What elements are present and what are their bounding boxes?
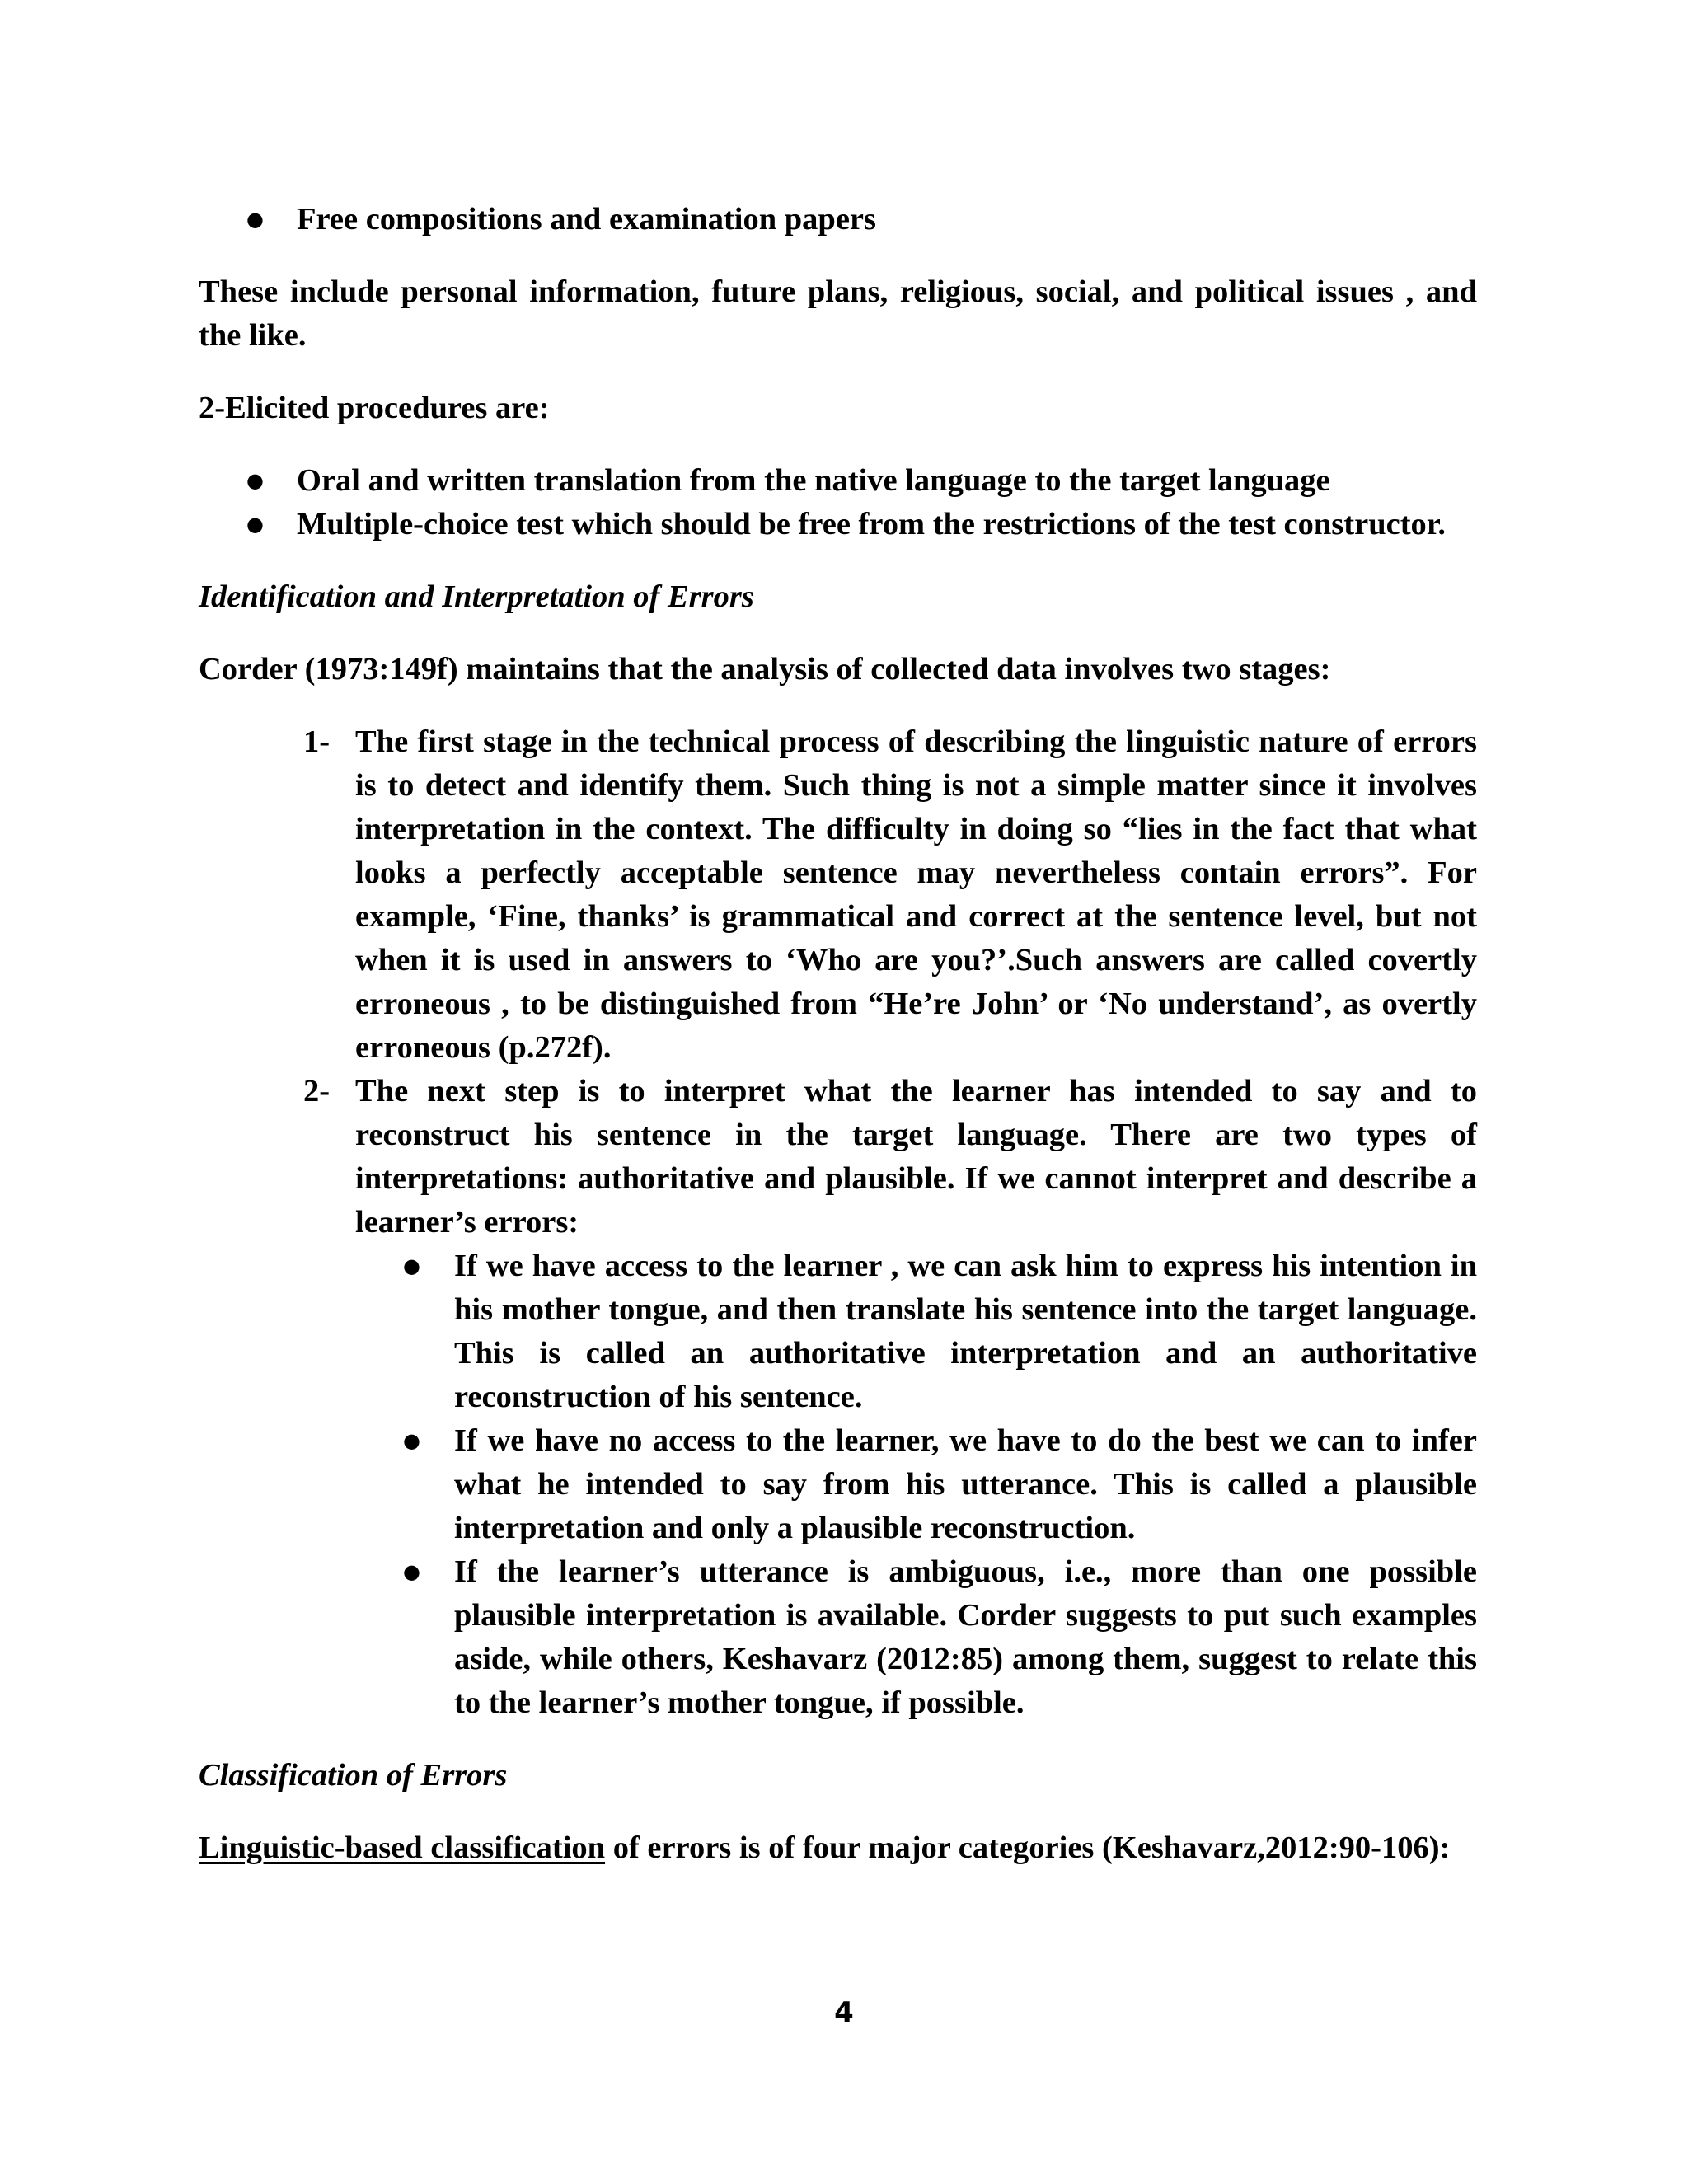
bullet-icon: ● (246, 469, 264, 492)
list-item (355, 1244, 1477, 1419)
list-item (355, 1550, 1477, 1725)
list-item (199, 503, 1477, 546)
list-item (355, 1419, 1477, 1550)
linguistic-classification-paragraph (199, 1826, 1477, 1870)
corder-intro: Corder (1973:149f) maintains that the analysis of collected data involves two stages: (199, 652, 1331, 687)
stage-number: 1- (303, 724, 331, 759)
list-item (199, 198, 1477, 241)
list-item-text: If we have access to the learner , we can ask him to express his intention in his mother tongue, and then translate his sentence into the target language. This is called an authoritative interpretation and an authoritative reconstruction of his sentence. (454, 1249, 1477, 1414)
list-item-text: If we have no access to the learner, we have to do the best we can to infer what he intended to say from his utterance. This is called a plausible interpretation and only a plausible reconstruction. (454, 1423, 1477, 1545)
stage-number: 2- (303, 1074, 331, 1108)
bullet-icon: ● (246, 208, 264, 231)
section-title-classification: Classification of Errors (199, 1758, 508, 1793)
list-item (199, 459, 1477, 503)
linguistic-classification-rest: of errors is of four major categories (Keshavarz,2012:90-106): (605, 1830, 1451, 1865)
list-item-text: Multiple-choice test which should be free from the restrictions of the test constructor. (297, 507, 1446, 541)
bullet-icon: ● (246, 513, 264, 536)
section-title-identification: Identification and Interpretation of Errors (199, 579, 754, 614)
collection-methods-list (199, 198, 1477, 241)
list-item-text: Free compositions and examination papers (297, 202, 877, 237)
bullet-icon: ● (403, 1254, 420, 1277)
stage-text: The first stage in the technical process of describing the linguistic nature of errors is to detect and identify them. Such thing is not a simple matter since it involves interpretation in the context. The difficulty in doing so “lies in the fact that what looks a perfectly acceptable sentence may nevertheless contain errors”. For example, ‘Fine, thanks’ is grammatical and correct at the sentence level, but not when it is used in answers to ‘Who are you?’.Such answers are called covertly erroneous , to be distinguished from “He’re John’ or ‘No understand’, as overtly erroneous (p.272f). (355, 724, 1477, 1065)
page-number: 4 (834, 1996, 854, 2029)
list-item-text: If the learner’s utterance is ambiguous, i.e., more than one possible plausible interpretation is available. Corder suggests to put such examples aside, while others, Keshavarz (2012:85) among them, suggest to relate this to the learner’s mother tongue, if possible. (454, 1554, 1477, 1720)
elicited-heading: 2-Elicited procedures are: (199, 391, 550, 425)
analysis-stages-list (199, 720, 1477, 1725)
bullet-icon: ● (403, 1429, 420, 1452)
stage-item (199, 1070, 1477, 1725)
paragraph-include: These include personal information, future plans, religious, social, and political issues , and the like. (199, 274, 1477, 353)
stage-item (199, 720, 1477, 1070)
linguistic-classification-term: Linguistic-based classification (199, 1830, 606, 1865)
elicited-procedures-list (199, 459, 1477, 546)
list-item-text: Oral and written translation from the native language to the target language (297, 463, 1330, 498)
stage-text: The next step is to interpret what the learner has intended to say and to reconstruct his sentence in the target language. There are two types of interpretations: authoritative and plausible. If we cannot interpret and describe a learner’s errors: (355, 1074, 1477, 1240)
page-content (199, 198, 1477, 1870)
bullet-icon: ● (403, 1560, 420, 1583)
interpretation-cases-list (355, 1244, 1477, 1725)
